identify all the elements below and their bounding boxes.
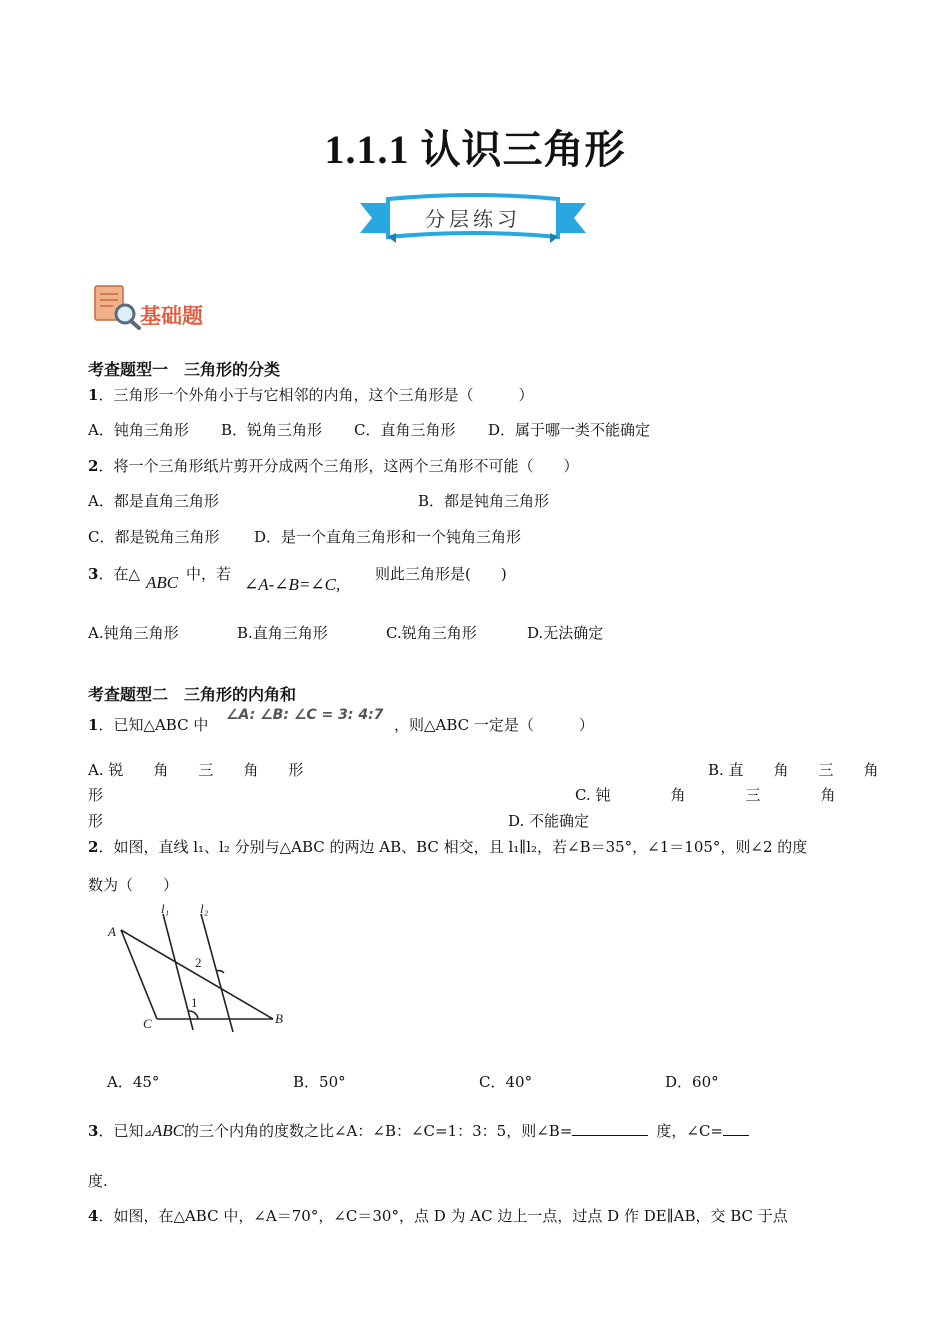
s1-q2-option-a: A．都是直角三角形 <box>88 492 219 510</box>
section1-heading: 考查题型一 三角形的分类 <box>88 360 281 379</box>
s2-q4-number: 4 <box>88 1207 99 1225</box>
s1-q3-math-abc: ABC <box>146 573 179 592</box>
s2-q3-blank-c[interactable] <box>723 1121 749 1136</box>
s2-q1-option-b-tail: 形 <box>88 786 104 804</box>
s1-q1-number: 1 <box>88 386 99 404</box>
s2-q1-option-b: B. 直 角 三 角 <box>708 761 879 779</box>
s2-q2-number: 2 <box>88 838 99 856</box>
section2-heading: 考查题型二 三角形的内角和 <box>88 685 297 704</box>
s2-q1-ratio: ∠A: ∠B: ∠C = 3: 4:7 <box>226 707 384 723</box>
s2-q3-text-c: 度，∠C= <box>656 1122 723 1140</box>
triangle-symbol-icon: ⊿ <box>143 1128 152 1139</box>
s1-q1-option-c: C．直角三角形 <box>354 421 456 439</box>
s2-q1-option-c-tail: 形 <box>88 812 104 830</box>
s1-q2-option-c: C．都是锐角三角形 <box>88 528 220 546</box>
badge-label: 基础题 <box>140 304 203 328</box>
s1-q2-number: 2 <box>88 457 99 475</box>
s2-q1-text-b: ，则△ABC 一定是（ ） <box>394 716 594 734</box>
figure-angle-1: 1 <box>191 995 198 1010</box>
s2-q2-text-cont: 数为（ ） <box>88 876 179 894</box>
s2-q2-text: ．如图，直线 l₁、l₂ 分别与△ABC 的两边 AB、BC 相交，且 l₁∥l₂，若∠B＝35°，∠1＝105°，则∠2 的度 <box>98 838 808 856</box>
s2-q1-start <box>88 714 208 735</box>
figure-label-c: C <box>143 1016 152 1031</box>
s2-q2 <box>88 836 807 857</box>
figure-label-b: B <box>275 1011 283 1026</box>
s1-q3-option-c: C.锐角三角形 <box>386 624 477 642</box>
s1-q2-text: ．将一个三角形纸片剪开分成两个三角形，这两个三角形不可能（ ） <box>98 457 579 475</box>
s1-q1-option-d: D．属于哪一类不能确定 <box>488 421 651 439</box>
s2-q1-text-a: ．已知△ABC 中 <box>98 716 209 734</box>
s2-q3-ratio: ∠A：∠B：∠C=1：3：5，则∠B= <box>333 1122 573 1140</box>
s2-q2-option-c: C．40° <box>479 1073 533 1091</box>
s1-q3-text-b: 中，若 <box>186 565 232 583</box>
s1-q3-option-b: B.直角三角形 <box>237 624 328 642</box>
s1-q3-text-c: 则此三角形是( ) <box>375 565 507 583</box>
notebook-magnifier-icon <box>93 284 143 330</box>
s2-q2-option-a: A．45° <box>107 1073 160 1091</box>
figure-label-l1: l₁ <box>161 902 170 916</box>
s1-q2-option-b: B．都是钝角三角形 <box>418 492 550 510</box>
s1-q3-option-d: D.无法确定 <box>527 624 604 642</box>
s2-q3-blank-b[interactable] <box>572 1121 648 1136</box>
s2-q3-tri: ABC <box>151 1121 184 1140</box>
s1-q2-option-d: D．是一个直角三角形和一个钝角三角形 <box>254 528 522 546</box>
s2-q1-option-d: D. 不能确定 <box>508 812 590 830</box>
figure-label-a: A <box>108 924 116 939</box>
s2-q3-text-a: ．已知 <box>98 1122 144 1140</box>
s2-q3 <box>88 1120 749 1141</box>
page-title: 1.1.1 认识三角形 <box>324 127 626 172</box>
s2-q3-text-b: 的三个内角的度数之比 <box>183 1122 334 1140</box>
ribbon-label: 分层练习 <box>425 207 521 231</box>
s1-q3-number: 3 <box>88 565 99 583</box>
s2-q4-text: ．如图，在△ABC 中，∠A＝70°，∠C＝30°，点 D 为 AC 边上一点，过点 D 作 DE∥AB，交 BC 于点 <box>98 1207 788 1225</box>
s2-q4 <box>88 1205 788 1226</box>
s2-q3-number: 3 <box>88 1122 99 1140</box>
s1-q3-start <box>88 563 140 584</box>
figure-label-l2: l₂ <box>200 902 209 916</box>
s1-q1-option-a: A．钝角三角形 <box>88 421 189 439</box>
s2-q3-text-end: 度. <box>88 1172 108 1190</box>
s2-q2-option-b: B．50° <box>293 1073 346 1091</box>
s2-q1-option-a: A. 锐 角 三 角 形 <box>88 761 304 779</box>
s2-q1-option-c: C. 钝 角 三 角 <box>575 786 836 804</box>
s2-q1-number: 1 <box>88 716 99 734</box>
s1-q1-text: ．三角形一个外角小于与它相邻的内角，这个三角形是（ ） <box>98 386 534 404</box>
s2-q2-option-d: D．60° <box>665 1073 719 1091</box>
s1-q1-option-b: B．锐角三角形 <box>221 421 323 439</box>
s1-q3-text-a: ．在△ <box>98 565 140 583</box>
figure-angle-2: 2 <box>195 955 202 970</box>
s1-q1 <box>88 384 533 405</box>
s1-q2 <box>88 455 578 476</box>
triangle-figure <box>105 902 295 1032</box>
s1-q3-math-expr: ∠A-∠B=∠C, <box>244 575 341 594</box>
s1-q3-option-a: A.钝角三角形 <box>88 624 179 642</box>
